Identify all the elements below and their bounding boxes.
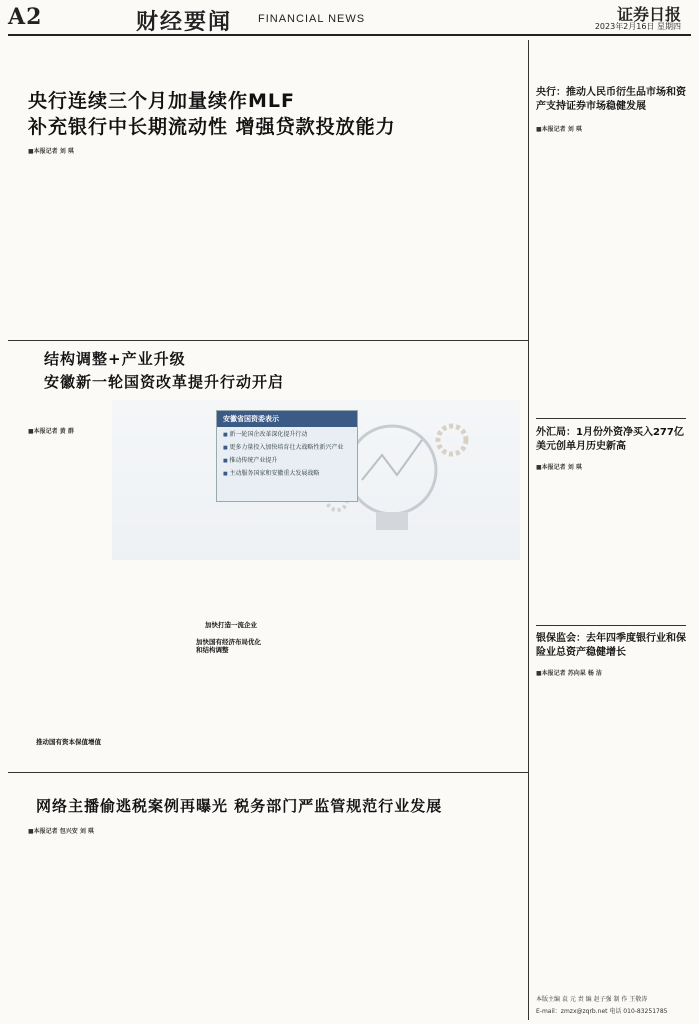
mlf-text-col-6	[456, 156, 522, 336]
infobox-item: ■ 主动服务国家和安徽重大发展战略	[217, 466, 357, 479]
tax-text-col-4	[288, 836, 368, 1016]
tax-headline: 网络主播偷逃税案例再曝光 税务部门严监管规范行业发展	[36, 797, 443, 815]
anhui-byline: ■本报记者 黄 群	[28, 428, 74, 435]
masthead	[8, 0, 691, 36]
tax-text-col-1	[28, 836, 106, 1016]
tax-text-col-5	[376, 836, 456, 1016]
sidebar-headline-2: 外汇局：1月份外资净买入277亿美元创单月历史新高	[536, 427, 684, 452]
anhui-text-col-6	[346, 565, 428, 765]
section-title: 财经要闻	[136, 10, 233, 35]
anhui-subhead: 加快国有经济布局优化和结构调整	[196, 638, 261, 654]
sidebar-text-2	[536, 472, 686, 622]
anhui-text-col-7	[434, 565, 520, 765]
infobox-item: ■ 新一轮国企改革深化提升行动	[217, 427, 357, 440]
anhui-text-col-5	[268, 565, 338, 765]
divider	[8, 772, 528, 773]
mlf-text-col-4	[288, 156, 368, 336]
mlf-text-col-1	[28, 156, 104, 336]
infobox-title: 安徽省国资委表示	[217, 411, 357, 427]
column-divider	[528, 40, 529, 1020]
divider	[8, 340, 528, 341]
mlf-text-col-5	[376, 156, 456, 336]
issue-date: 2023年2月16日 星期四	[594, 22, 681, 31]
anhui-kicker: 结构调整+产业升级	[44, 350, 186, 368]
divider	[536, 418, 686, 419]
section-title-en: FINANCIAL NEWS	[258, 13, 366, 25]
sidebar-headline-3: 银保监会：去年四季度银行业和保险业总资产稳健增长	[536, 633, 686, 658]
anhui-subhead: 推动国有资本保值增值	[36, 738, 101, 746]
anhui-infobox	[216, 410, 358, 502]
page-number: A2	[8, 4, 43, 30]
tax-text-col-3	[200, 836, 280, 1016]
anhui-text-col-2	[112, 430, 202, 560]
infobox-item: ■ 更多力量投入加快培育壮大战略性新兴产业	[217, 440, 357, 453]
mlf-text-col-2	[112, 156, 192, 336]
anhui-text-col-4	[190, 565, 260, 765]
anhui-text-col-3	[112, 565, 182, 765]
mlf-text-col-3	[200, 156, 280, 336]
editor-line: 本版主编 袁 元 责 编 赵子强 制 作 王敬涛	[536, 996, 648, 1003]
infobox-item: ■ 推动传统产业提升	[217, 453, 357, 466]
sidebar-text-3	[536, 678, 686, 988]
mlf-headline-1: 央行连续三个月加量续作MLF	[28, 90, 295, 112]
anhui-headline: 安徽新一轮国资改革提升行动开启	[44, 373, 285, 391]
sidebar-headline-1: 央行：推动人民币衍生品市场和资产支持证券市场稳健发展	[536, 87, 686, 112]
paper-logo: 证券日报	[616, 5, 681, 24]
mlf-byline: ■本报记者 刘 琪	[28, 148, 74, 155]
anhui-text-col-1	[28, 436, 106, 766]
mlf-headline-2: 补充银行中长期流动性 增强贷款投放能力	[28, 116, 396, 138]
anhui-subhead: 加快打造一流企业	[205, 621, 257, 629]
tax-byline: ■本报记者 包兴安 刘 琪	[28, 828, 94, 835]
tax-text-col-2	[112, 836, 192, 1016]
contact-line: E-mail：zmzx@zqrb.net 电话 010-83251785	[536, 1008, 668, 1015]
sidebar-byline-1: ■本报记者 刘 琪	[536, 126, 582, 133]
tax-text-col-6	[456, 836, 524, 1016]
sidebar-byline-3: ■本报记者 苏向杲 杨 洁	[536, 670, 602, 677]
sidebar-text-1	[536, 134, 686, 344]
divider	[536, 625, 686, 626]
sidebar-byline-2: ■本报记者 刘 琪	[536, 464, 582, 471]
